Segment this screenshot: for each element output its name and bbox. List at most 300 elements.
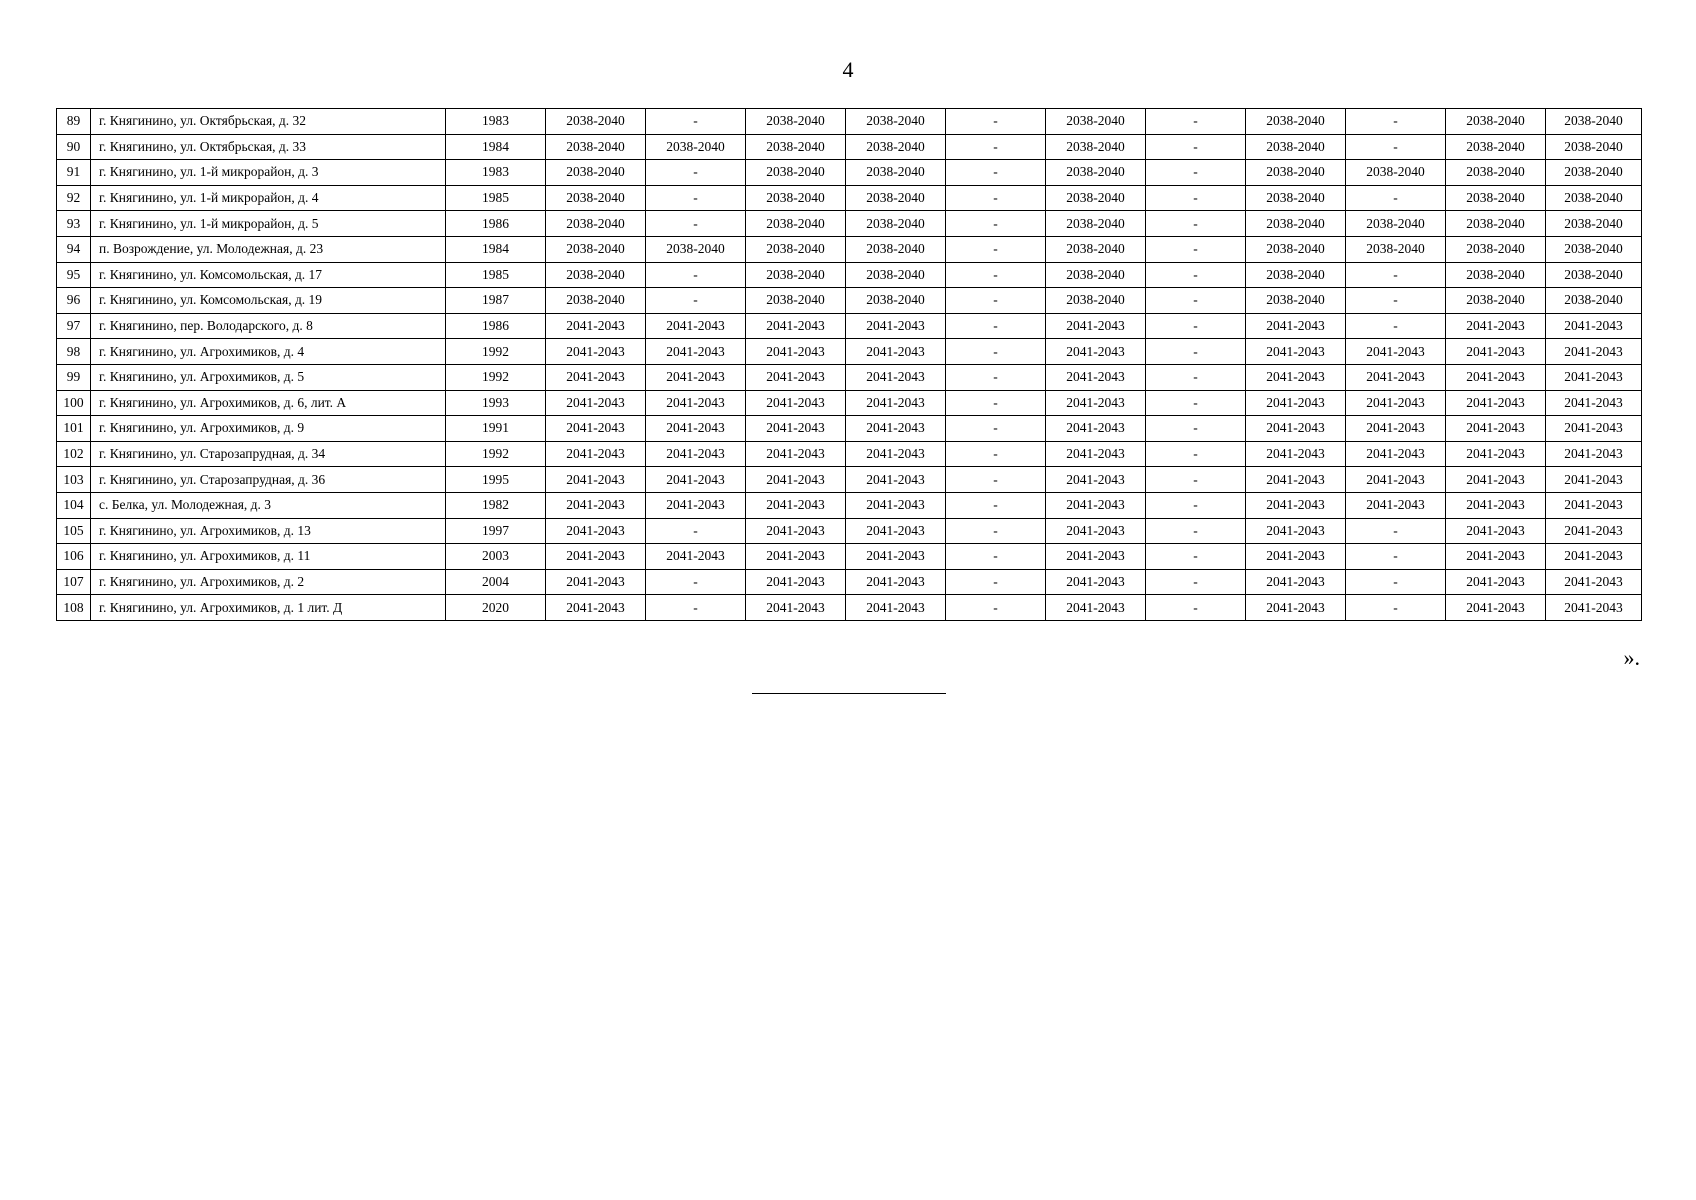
cell-period-3: 2038-2040: [746, 160, 846, 186]
cell-period-9: 2038-2040: [1346, 236, 1446, 262]
cell-period-5: -: [946, 109, 1046, 135]
cell-period-10: 2041-2043: [1446, 569, 1546, 595]
cell-period-8: 2038-2040: [1246, 236, 1346, 262]
cell-period-10: 2038-2040: [1446, 134, 1546, 160]
table-row: [57, 211, 1642, 237]
table-row: [57, 569, 1642, 595]
cell-period-2: -: [646, 109, 746, 135]
cell-period-3: 2038-2040: [746, 211, 846, 237]
cell-build-year: 1992: [446, 339, 546, 365]
cell-period-1: 2038-2040: [546, 288, 646, 314]
cell-period-10: 2038-2040: [1446, 262, 1546, 288]
table-row: [57, 262, 1642, 288]
cell-period-6: 2041-2043: [1046, 492, 1146, 518]
cell-address: г. Княгинино, ул. Агрохимиков, д. 11: [91, 544, 446, 570]
cell-period-7: -: [1146, 236, 1246, 262]
cell-period-2: 2041-2043: [646, 364, 746, 390]
cell-period-7: -: [1146, 518, 1246, 544]
cell-period-3: 2038-2040: [746, 134, 846, 160]
cell-period-9: -: [1346, 262, 1446, 288]
cell-period-9: -: [1346, 544, 1446, 570]
cell-period-7: -: [1146, 416, 1246, 442]
cell-period-5: -: [946, 288, 1046, 314]
cell-period-2: 2038-2040: [646, 236, 746, 262]
cell-period-3: 2041-2043: [746, 364, 846, 390]
cell-row-number: 108: [57, 595, 91, 621]
cell-period-11: 2038-2040: [1546, 109, 1642, 135]
cell-period-6: 2038-2040: [1046, 211, 1146, 237]
cell-address: п. Возрождение, ул. Молодежная, д. 23: [91, 236, 446, 262]
cell-period-3: 2041-2043: [746, 518, 846, 544]
table-body: [57, 109, 1642, 621]
cell-address: г. Княгинино, ул. Агрохимиков, д. 1 лит. Д: [91, 595, 446, 621]
cell-period-9: 2041-2043: [1346, 390, 1446, 416]
cell-row-number: 95: [57, 262, 91, 288]
table-row: [57, 595, 1642, 621]
cell-period-4: 2038-2040: [846, 288, 946, 314]
cell-period-5: -: [946, 416, 1046, 442]
cell-period-9: 2038-2040: [1346, 211, 1446, 237]
cell-address: г. Княгинино, ул. Старозапрудная, д. 34: [91, 441, 446, 467]
table-row: [57, 544, 1642, 570]
cell-period-10: 2038-2040: [1446, 160, 1546, 186]
cell-row-number: 106: [57, 544, 91, 570]
cell-period-2: 2041-2043: [646, 416, 746, 442]
cell-period-1: 2041-2043: [546, 339, 646, 365]
cell-period-7: -: [1146, 109, 1246, 135]
cell-period-11: 2041-2043: [1546, 313, 1642, 339]
cell-period-9: 2038-2040: [1346, 160, 1446, 186]
cell-period-1: 2041-2043: [546, 569, 646, 595]
cell-period-10: 2038-2040: [1446, 288, 1546, 314]
cell-build-year: 1985: [446, 185, 546, 211]
cell-period-11: 2041-2043: [1546, 390, 1642, 416]
cell-period-9: 2041-2043: [1346, 339, 1446, 365]
cell-period-4: 2038-2040: [846, 160, 946, 186]
cell-row-number: 105: [57, 518, 91, 544]
cell-period-1: 2038-2040: [546, 160, 646, 186]
cell-period-2: -: [646, 288, 746, 314]
cell-build-year: 2003: [446, 544, 546, 570]
cell-address: г. Княгинино, ул. Агрохимиков, д. 13: [91, 518, 446, 544]
cell-period-8: 2041-2043: [1246, 467, 1346, 493]
cell-address: г. Княгинино, ул. Октябрьская, д. 33: [91, 134, 446, 160]
cell-period-7: -: [1146, 544, 1246, 570]
cell-period-11: 2038-2040: [1546, 211, 1642, 237]
cell-period-6: 2041-2043: [1046, 467, 1146, 493]
cell-period-1: 2041-2043: [546, 313, 646, 339]
cell-period-11: 2038-2040: [1546, 288, 1642, 314]
cell-period-5: -: [946, 467, 1046, 493]
cell-period-10: 2041-2043: [1446, 339, 1546, 365]
cell-period-8: 2038-2040: [1246, 262, 1346, 288]
cell-period-10: 2041-2043: [1446, 467, 1546, 493]
cell-period-9: -: [1346, 518, 1446, 544]
cell-period-11: 2041-2043: [1546, 569, 1642, 595]
cell-period-4: 2041-2043: [846, 364, 946, 390]
cell-address: г. Княгинино, ул. Агрохимиков, д. 4: [91, 339, 446, 365]
cell-period-8: 2041-2043: [1246, 544, 1346, 570]
cell-address: г. Княгинино, ул. Комсомольская, д. 19: [91, 288, 446, 314]
cell-period-11: 2038-2040: [1546, 236, 1642, 262]
cell-period-2: -: [646, 160, 746, 186]
cell-build-year: 1987: [446, 288, 546, 314]
cell-period-7: -: [1146, 160, 1246, 186]
cell-period-5: -: [946, 441, 1046, 467]
cell-period-7: -: [1146, 288, 1246, 314]
cell-period-10: 2041-2043: [1446, 416, 1546, 442]
cell-period-11: 2041-2043: [1546, 492, 1642, 518]
cell-period-11: 2041-2043: [1546, 364, 1642, 390]
cell-period-6: 2041-2043: [1046, 364, 1146, 390]
cell-period-7: -: [1146, 595, 1246, 621]
cell-period-6: 2038-2040: [1046, 160, 1146, 186]
cell-row-number: 92: [57, 185, 91, 211]
cell-address: г. Княгинино, ул. 1-й микрорайон, д. 3: [91, 160, 446, 186]
table-row: [57, 185, 1642, 211]
cell-row-number: 90: [57, 134, 91, 160]
cell-period-9: -: [1346, 288, 1446, 314]
cell-build-year: 1993: [446, 390, 546, 416]
cell-period-8: 2038-2040: [1246, 109, 1346, 135]
cell-period-1: 2041-2043: [546, 441, 646, 467]
cell-period-4: 2041-2043: [846, 544, 946, 570]
cell-period-11: 2041-2043: [1546, 595, 1642, 621]
cell-period-6: 2041-2043: [1046, 390, 1146, 416]
cell-period-3: 2038-2040: [746, 236, 846, 262]
cell-address: г. Княгинино, ул. 1-й микрорайон, д. 5: [91, 211, 446, 237]
cell-period-9: -: [1346, 595, 1446, 621]
cell-row-number: 107: [57, 569, 91, 595]
cell-address: г. Княгинино, ул. Агрохимиков, д. 2: [91, 569, 446, 595]
cell-period-9: -: [1346, 569, 1446, 595]
cell-period-11: 2041-2043: [1546, 467, 1642, 493]
table-row: [57, 416, 1642, 442]
cell-build-year: 1984: [446, 134, 546, 160]
cell-period-2: -: [646, 185, 746, 211]
cell-period-5: -: [946, 262, 1046, 288]
cell-period-6: 2041-2043: [1046, 441, 1146, 467]
cell-period-7: -: [1146, 441, 1246, 467]
page-number: 4: [842, 57, 854, 82]
cell-period-4: 2038-2040: [846, 134, 946, 160]
cell-address: г. Княгинино, пер. Володарского, д. 8: [91, 313, 446, 339]
cell-period-1: 2041-2043: [546, 518, 646, 544]
cell-period-7: -: [1146, 185, 1246, 211]
cell-address: г. Княгинино, ул. Агрохимиков, д. 9: [91, 416, 446, 442]
cell-build-year: 1992: [446, 364, 546, 390]
cell-period-9: 2041-2043: [1346, 364, 1446, 390]
cell-period-4: 2038-2040: [846, 211, 946, 237]
cell-row-number: 102: [57, 441, 91, 467]
cell-period-6: 2041-2043: [1046, 339, 1146, 365]
cell-build-year: 1992: [446, 441, 546, 467]
cell-period-10: 2041-2043: [1446, 595, 1546, 621]
cell-period-5: -: [946, 236, 1046, 262]
cell-period-3: 2038-2040: [746, 109, 846, 135]
cell-period-6: 2038-2040: [1046, 288, 1146, 314]
table-row: [57, 339, 1642, 365]
cell-period-7: -: [1146, 211, 1246, 237]
cell-period-8: 2041-2043: [1246, 390, 1346, 416]
cell-period-3: 2041-2043: [746, 390, 846, 416]
cell-period-5: -: [946, 492, 1046, 518]
table-row: [57, 467, 1642, 493]
cell-period-1: 2041-2043: [546, 364, 646, 390]
cell-period-8: 2038-2040: [1246, 288, 1346, 314]
cell-period-6: 2041-2043: [1046, 313, 1146, 339]
cell-period-7: -: [1146, 313, 1246, 339]
cell-period-2: -: [646, 595, 746, 621]
cell-period-6: 2038-2040: [1046, 262, 1146, 288]
cell-period-4: 2038-2040: [846, 185, 946, 211]
cell-period-10: 2041-2043: [1446, 544, 1546, 570]
cell-period-2: 2041-2043: [646, 313, 746, 339]
cell-period-9: 2041-2043: [1346, 416, 1446, 442]
cell-period-1: 2041-2043: [546, 544, 646, 570]
cell-period-4: 2041-2043: [846, 595, 946, 621]
cell-address: г. Княгинино, ул. Агрохимиков, д. 5: [91, 364, 446, 390]
cell-period-5: -: [946, 313, 1046, 339]
cell-build-year: 1986: [446, 313, 546, 339]
cell-period-3: 2041-2043: [746, 492, 846, 518]
cell-build-year: 1984: [446, 236, 546, 262]
cell-period-4: 2041-2043: [846, 390, 946, 416]
cell-period-1: 2041-2043: [546, 595, 646, 621]
cell-period-9: -: [1346, 185, 1446, 211]
cell-period-11: 2038-2040: [1546, 160, 1642, 186]
closing-quote: ».: [1623, 645, 1640, 670]
cell-period-6: 2041-2043: [1046, 416, 1146, 442]
cell-period-4: 2038-2040: [846, 262, 946, 288]
cell-period-9: 2041-2043: [1346, 492, 1446, 518]
cell-period-1: 2038-2040: [546, 185, 646, 211]
cell-period-4: 2041-2043: [846, 313, 946, 339]
cell-period-5: -: [946, 544, 1046, 570]
cell-period-8: 2041-2043: [1246, 569, 1346, 595]
cell-period-11: 2041-2043: [1546, 339, 1642, 365]
cell-period-5: -: [946, 160, 1046, 186]
cell-period-6: 2041-2043: [1046, 569, 1146, 595]
table-row: [57, 160, 1642, 186]
cell-build-year: 2004: [446, 569, 546, 595]
cell-period-7: -: [1146, 364, 1246, 390]
cell-period-4: 2038-2040: [846, 109, 946, 135]
cell-row-number: 89: [57, 109, 91, 135]
cell-period-7: -: [1146, 492, 1246, 518]
cell-period-1: 2041-2043: [546, 390, 646, 416]
cell-row-number: 91: [57, 160, 91, 186]
cell-period-11: 2041-2043: [1546, 416, 1642, 442]
cell-period-3: 2038-2040: [746, 288, 846, 314]
cell-period-2: 2038-2040: [646, 134, 746, 160]
cell-period-10: 2041-2043: [1446, 518, 1546, 544]
cell-row-number: 101: [57, 416, 91, 442]
cell-period-6: 2038-2040: [1046, 109, 1146, 135]
cell-period-2: -: [646, 518, 746, 544]
cell-period-10: 2038-2040: [1446, 109, 1546, 135]
cell-period-2: 2041-2043: [646, 544, 746, 570]
cell-period-3: 2041-2043: [746, 569, 846, 595]
table-row: [57, 288, 1642, 314]
cell-address: г. Княгинино, ул. Старозапрудная, д. 36: [91, 467, 446, 493]
cell-build-year: 1991: [446, 416, 546, 442]
cell-period-4: 2041-2043: [846, 416, 946, 442]
cell-address: г. Княгинино, ул. Комсомольская, д. 17: [91, 262, 446, 288]
cell-period-11: 2038-2040: [1546, 185, 1642, 211]
table-row: [57, 390, 1642, 416]
cell-period-10: 2038-2040: [1446, 211, 1546, 237]
cell-row-number: 93: [57, 211, 91, 237]
cell-period-8: 2041-2043: [1246, 492, 1346, 518]
cell-period-7: -: [1146, 390, 1246, 416]
cell-period-1: 2038-2040: [546, 134, 646, 160]
cell-period-5: -: [946, 185, 1046, 211]
cell-period-3: 2041-2043: [746, 441, 846, 467]
cell-period-2: -: [646, 262, 746, 288]
cell-period-10: 2041-2043: [1446, 313, 1546, 339]
cell-period-10: 2041-2043: [1446, 441, 1546, 467]
cell-build-year: 1986: [446, 211, 546, 237]
cell-period-6: 2038-2040: [1046, 134, 1146, 160]
cell-period-8: 2041-2043: [1246, 595, 1346, 621]
cell-build-year: 1985: [446, 262, 546, 288]
cell-period-11: 2038-2040: [1546, 134, 1642, 160]
cell-period-8: 2038-2040: [1246, 134, 1346, 160]
cell-period-5: -: [946, 134, 1046, 160]
table-row: [57, 492, 1642, 518]
cell-address: г. Княгинино, ул. 1-й микрорайон, д. 4: [91, 185, 446, 211]
cell-period-10: 2041-2043: [1446, 492, 1546, 518]
cell-period-5: -: [946, 211, 1046, 237]
cell-period-9: -: [1346, 134, 1446, 160]
cell-period-8: 2041-2043: [1246, 441, 1346, 467]
cell-address: г. Княгинино, ул. Октябрьская, д. 32: [91, 109, 446, 135]
cell-period-1: 2038-2040: [546, 211, 646, 237]
cell-period-1: 2038-2040: [546, 109, 646, 135]
cell-period-7: -: [1146, 467, 1246, 493]
cell-period-6: 2038-2040: [1046, 185, 1146, 211]
cell-row-number: 100: [57, 390, 91, 416]
table-row: [57, 313, 1642, 339]
cell-period-4: 2041-2043: [846, 569, 946, 595]
cell-row-number: 98: [57, 339, 91, 365]
cell-period-3: 2041-2043: [746, 313, 846, 339]
cell-period-3: 2041-2043: [746, 544, 846, 570]
end-rule: [752, 693, 946, 694]
cell-period-1: 2041-2043: [546, 492, 646, 518]
cell-period-4: 2041-2043: [846, 467, 946, 493]
cell-build-year: 1995: [446, 467, 546, 493]
table-row: [57, 364, 1642, 390]
cell-period-10: 2038-2040: [1446, 185, 1546, 211]
cell-period-3: 2038-2040: [746, 262, 846, 288]
cell-period-8: 2038-2040: [1246, 160, 1346, 186]
repair-schedule-table: [56, 108, 1642, 621]
cell-period-9: -: [1346, 109, 1446, 135]
cell-period-1: 2038-2040: [546, 262, 646, 288]
table-row: [57, 109, 1642, 135]
cell-period-4: 2041-2043: [846, 492, 946, 518]
cell-period-8: 2041-2043: [1246, 518, 1346, 544]
cell-period-9: 2041-2043: [1346, 441, 1446, 467]
cell-build-year: 1997: [446, 518, 546, 544]
cell-period-8: 2041-2043: [1246, 364, 1346, 390]
cell-row-number: 104: [57, 492, 91, 518]
cell-row-number: 99: [57, 364, 91, 390]
cell-period-11: 2041-2043: [1546, 518, 1642, 544]
cell-period-8: 2038-2040: [1246, 211, 1346, 237]
cell-period-2: 2041-2043: [646, 467, 746, 493]
cell-period-2: 2041-2043: [646, 492, 746, 518]
cell-period-7: -: [1146, 262, 1246, 288]
cell-period-4: 2041-2043: [846, 339, 946, 365]
cell-period-5: -: [946, 339, 1046, 365]
cell-build-year: 1982: [446, 492, 546, 518]
cell-row-number: 94: [57, 236, 91, 262]
cell-period-9: 2041-2043: [1346, 467, 1446, 493]
cell-row-number: 97: [57, 313, 91, 339]
cell-period-3: 2041-2043: [746, 595, 846, 621]
table-row: [57, 441, 1642, 467]
cell-period-5: -: [946, 518, 1046, 544]
cell-period-5: -: [946, 364, 1046, 390]
cell-period-5: -: [946, 390, 1046, 416]
cell-period-3: 2041-2043: [746, 416, 846, 442]
cell-period-9: -: [1346, 313, 1446, 339]
cell-period-3: 2041-2043: [746, 339, 846, 365]
cell-period-4: 2041-2043: [846, 518, 946, 544]
cell-period-2: -: [646, 211, 746, 237]
cell-build-year: 1983: [446, 109, 546, 135]
cell-period-8: 2038-2040: [1246, 185, 1346, 211]
cell-address: с. Белка, ул. Молодежная, д. 3: [91, 492, 446, 518]
cell-period-2: -: [646, 569, 746, 595]
cell-period-7: -: [1146, 134, 1246, 160]
cell-period-4: 2038-2040: [846, 236, 946, 262]
cell-period-6: 2041-2043: [1046, 518, 1146, 544]
cell-period-5: -: [946, 595, 1046, 621]
cell-period-5: -: [946, 569, 1046, 595]
cell-period-4: 2041-2043: [846, 441, 946, 467]
cell-period-10: 2038-2040: [1446, 236, 1546, 262]
cell-row-number: 103: [57, 467, 91, 493]
cell-period-1: 2041-2043: [546, 416, 646, 442]
cell-period-1: 2041-2043: [546, 467, 646, 493]
cell-period-10: 2041-2043: [1446, 364, 1546, 390]
cell-row-number: 96: [57, 288, 91, 314]
table-row: [57, 236, 1642, 262]
cell-period-11: 2038-2040: [1546, 262, 1642, 288]
cell-period-11: 2041-2043: [1546, 441, 1642, 467]
cell-period-8: 2041-2043: [1246, 339, 1346, 365]
cell-period-11: 2041-2043: [1546, 544, 1642, 570]
cell-period-3: 2041-2043: [746, 467, 846, 493]
cell-period-1: 2038-2040: [546, 236, 646, 262]
table-row: [57, 518, 1642, 544]
cell-period-6: 2041-2043: [1046, 544, 1146, 570]
cell-period-8: 2041-2043: [1246, 313, 1346, 339]
cell-address: г. Княгинино, ул. Агрохимиков, д. 6, лит. А: [91, 390, 446, 416]
cell-build-year: 2020: [446, 595, 546, 621]
cell-period-2: 2041-2043: [646, 441, 746, 467]
cell-period-2: 2041-2043: [646, 390, 746, 416]
cell-build-year: 1983: [446, 160, 546, 186]
cell-period-3: 2038-2040: [746, 185, 846, 211]
cell-period-7: -: [1146, 569, 1246, 595]
cell-period-8: 2041-2043: [1246, 416, 1346, 442]
cell-period-7: -: [1146, 339, 1246, 365]
